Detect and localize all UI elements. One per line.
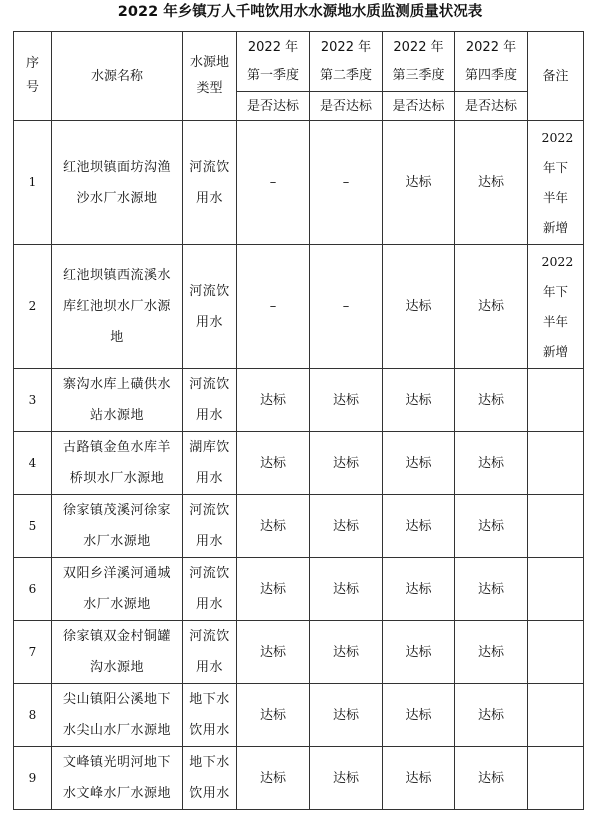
- table-row: [14, 121, 584, 245]
- table-title: 2022 年乡镇万人千吨饮用水水源地水质监测质量状况表: [117, 4, 483, 20]
- row-q2-status: –: [310, 121, 383, 245]
- header-q3: 2022 年第三季度: [383, 32, 455, 92]
- header-q3-sub: 是否达标: [383, 92, 455, 121]
- row-q3-status: 达标: [383, 432, 455, 495]
- water-quality-table: [13, 31, 584, 810]
- row-source-type: 河流饮用水: [183, 245, 237, 369]
- row-q4-status: 达标: [455, 621, 528, 684]
- row-index: 5: [14, 495, 52, 558]
- table-row: [14, 684, 584, 747]
- table-row: [14, 747, 584, 810]
- row-index: 8: [14, 684, 52, 747]
- row-q2-status: 达标: [310, 369, 383, 432]
- row-q1-status: –: [237, 121, 310, 245]
- row-source-type: 河流饮用水: [183, 558, 237, 621]
- row-q2-status: 达标: [310, 747, 383, 810]
- table-row: [14, 558, 584, 621]
- row-index: 3: [14, 369, 52, 432]
- row-source-name: 古路镇金鱼水库羊桥坝水厂水源地: [52, 432, 183, 495]
- row-q4-status: 达标: [455, 245, 528, 369]
- row-index: 2: [14, 245, 52, 369]
- row-q1-status: –: [237, 245, 310, 369]
- row-source-name: 寨沟水库上磺供水站水源地: [52, 369, 183, 432]
- header-index: 序号: [14, 32, 52, 121]
- header-q2: 2022 年第二季度: [310, 32, 383, 92]
- row-q4-status: 达标: [455, 432, 528, 495]
- row-index: 6: [14, 558, 52, 621]
- row-q1-status: 达标: [237, 432, 310, 495]
- row-q1-status: 达标: [237, 621, 310, 684]
- row-q2-status: 达标: [310, 621, 383, 684]
- row-q4-status: 达标: [455, 558, 528, 621]
- row-note: [528, 558, 584, 621]
- row-q3-status: 达标: [383, 747, 455, 810]
- header-q1: 2022 年第一季度: [237, 32, 310, 92]
- row-q3-status: 达标: [383, 495, 455, 558]
- header-q1-sub: 是否达标: [237, 92, 310, 121]
- row-source-name: 徐家镇茂溪河徐家水厂水源地: [52, 495, 183, 558]
- row-source-type: 地下水饮用水: [183, 684, 237, 747]
- row-source-type: 河流饮用水: [183, 121, 237, 245]
- row-q3-status: 达标: [383, 121, 455, 245]
- row-q4-status: 达标: [455, 121, 528, 245]
- row-q2-status: 达标: [310, 495, 383, 558]
- header-q4: 2022 年第四季度: [455, 32, 528, 92]
- header-note: 备注: [528, 32, 584, 121]
- row-note: [528, 369, 584, 432]
- row-q2-status: 达标: [310, 432, 383, 495]
- row-q1-status: 达标: [237, 369, 310, 432]
- row-source-name: 尖山镇阳公溪地下水尖山水厂水源地: [52, 684, 183, 747]
- table-row: [14, 621, 584, 684]
- row-q3-status: 达标: [383, 684, 455, 747]
- row-q3-status: 达标: [383, 245, 455, 369]
- row-source-type: 湖库饮用水: [183, 432, 237, 495]
- header-name: 水源名称: [52, 32, 183, 121]
- row-note: [528, 747, 584, 810]
- row-q3-status: 达标: [383, 369, 455, 432]
- row-q2-status: 达标: [310, 684, 383, 747]
- row-index: 7: [14, 621, 52, 684]
- row-index: 1: [14, 121, 52, 245]
- table-row: [14, 369, 584, 432]
- row-note: 2022年下半年新增: [528, 245, 584, 369]
- row-note: [528, 621, 584, 684]
- header-q4-sub: 是否达标: [455, 92, 528, 121]
- row-q3-status: 达标: [383, 621, 455, 684]
- row-q4-status: 达标: [455, 369, 528, 432]
- row-q4-status: 达标: [455, 495, 528, 558]
- row-source-name: 文峰镇光明河地下水文峰水厂水源地: [52, 747, 183, 810]
- row-q3-status: 达标: [383, 558, 455, 621]
- row-source-type: 河流饮用水: [183, 495, 237, 558]
- row-source-type: 河流饮用水: [183, 621, 237, 684]
- row-q2-status: –: [310, 245, 383, 369]
- table-row: [14, 432, 584, 495]
- row-note: [528, 432, 584, 495]
- header-q2-sub: 是否达标: [310, 92, 383, 121]
- row-q4-status: 达标: [455, 684, 528, 747]
- row-source-name: 红池坝镇西流溪水库红池坝水厂水源地: [52, 245, 183, 369]
- row-source-name: 红池坝镇面坊沟渔沙水厂水源地: [52, 121, 183, 245]
- row-q1-status: 达标: [237, 558, 310, 621]
- row-source-type: 河流饮用水: [183, 369, 237, 432]
- row-index: 9: [14, 747, 52, 810]
- row-index: 4: [14, 432, 52, 495]
- row-source-type: 地下水饮用水: [183, 747, 237, 810]
- header-type: 水源地类型: [183, 32, 237, 121]
- row-q1-status: 达标: [237, 684, 310, 747]
- row-q1-status: 达标: [237, 747, 310, 810]
- row-source-name: 双阳乡洋溪河通城水厂水源地: [52, 558, 183, 621]
- row-q4-status: 达标: [455, 747, 528, 810]
- row-q1-status: 达标: [237, 495, 310, 558]
- row-note: 2022年下半年新增: [528, 121, 584, 245]
- table-row: [14, 245, 584, 369]
- row-note: [528, 684, 584, 747]
- row-source-name: 徐家镇双金村铜罐沟水源地: [52, 621, 183, 684]
- table-row: [14, 495, 584, 558]
- row-q2-status: 达标: [310, 558, 383, 621]
- row-note: [528, 495, 584, 558]
